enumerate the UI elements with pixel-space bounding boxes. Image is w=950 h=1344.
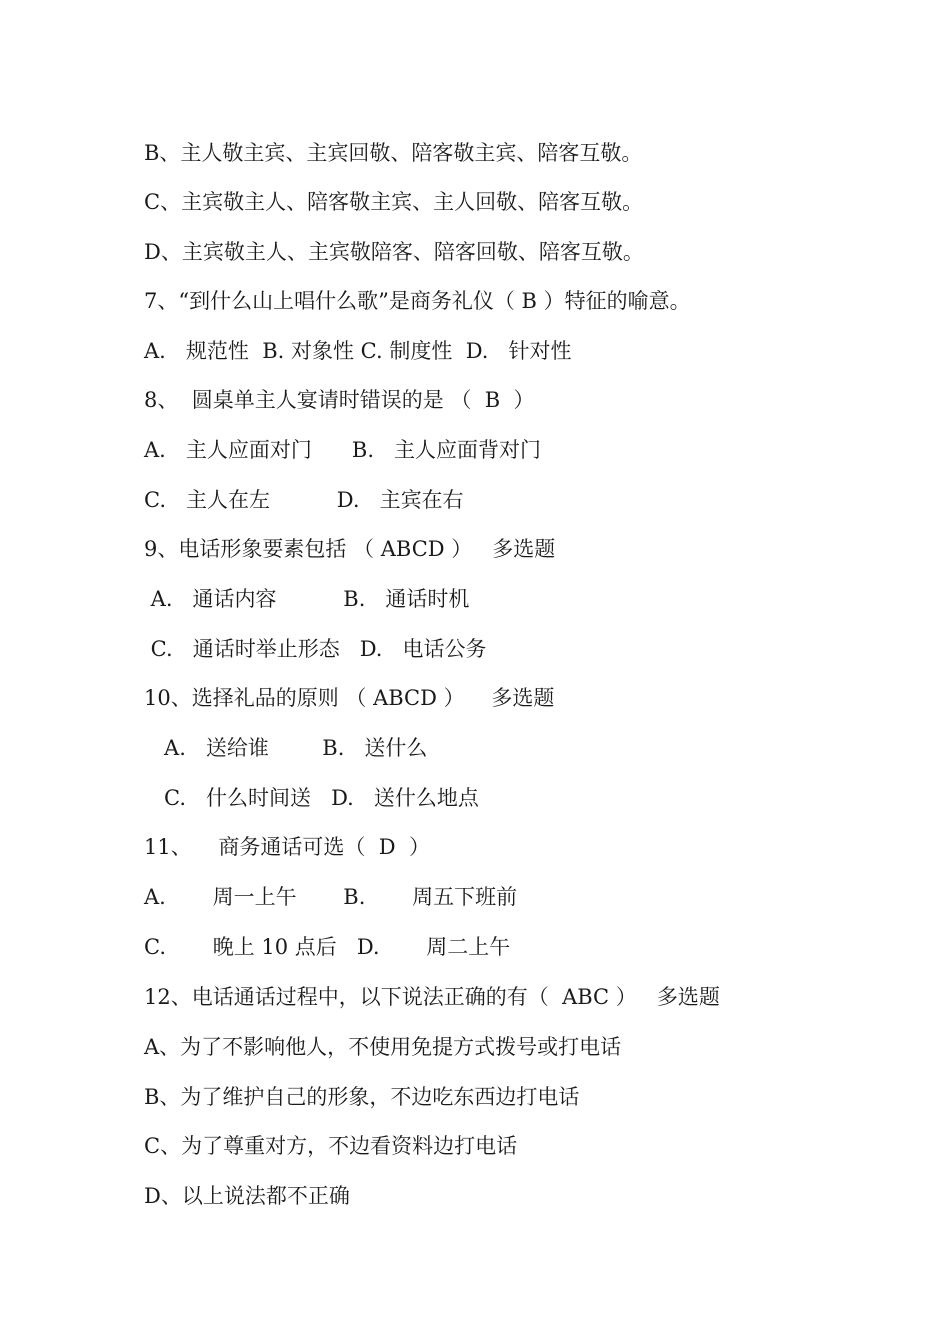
question-11: 11、 商务通话可选（ D ） [144,835,430,859]
question-12: 12、电话通话过程中，以下说法正确的有（ ABC ） 多选题 [144,985,720,1009]
question-8-options-cd: C. 主人在左 D. 主宾在右 [144,488,464,512]
option-c-toast-order: C、主宾敬主人、陪客敬主宾、主人回敬、陪客互敬。 [144,190,644,214]
question-11-options-ab: A. 周一上午 B. 周五下班前 [144,885,518,909]
question-7-options: A. 规范性 B. 对象性 C. 制度性 D. 针对性 [144,339,572,363]
question-9: 9、电话形象要素包括 （ ABCD ） 多选题 [144,537,556,561]
question-12-option-c: C、为了尊重对方，不边看资料边打电话 [144,1134,518,1158]
question-12-option-a: A、为了不影响他人，不使用免提方式拨号或打电话 [144,1035,622,1059]
question-10-options-ab: A. 送给谁 B. 送什么 [144,736,428,760]
question-8: 8、 圆桌单主人宴请时错误的是 （ B ） [144,388,535,412]
question-10: 10、选择礼品的原则 （ ABCD ） 多选题 [144,686,555,710]
question-9-options-cd: C. 通话时举止形态 D. 电话公务 [144,637,487,661]
question-12-option-d: D、以上说法都不正确 [144,1184,350,1208]
question-7: 7、“到什么山上唱什么歌”是商务礼仪（ B ）特征的喻意。 [144,289,691,313]
question-11-options-cd: C. 晚上 10 点后 D. 周二上午 [144,935,511,959]
question-12-option-b: B、为了维护自己的形象，不边吃东西边打电话 [144,1085,580,1109]
question-10-options-cd: C. 什么时间送 D. 送什么地点 [144,786,479,810]
question-9-options-ab: A. 通话内容 B. 通话时机 [144,587,470,611]
option-d-toast-order: D、主宾敬主人、主宾敬陪客、陪客回敬、陪客互敬。 [144,240,644,264]
question-8-options-ab: A. 主人应面对门 B. 主人应面背对门 [144,438,542,462]
option-b-toast-order: B、主人敬主宾、主宾回敬、陪客敬主宾、陪客互敬。 [144,141,643,165]
